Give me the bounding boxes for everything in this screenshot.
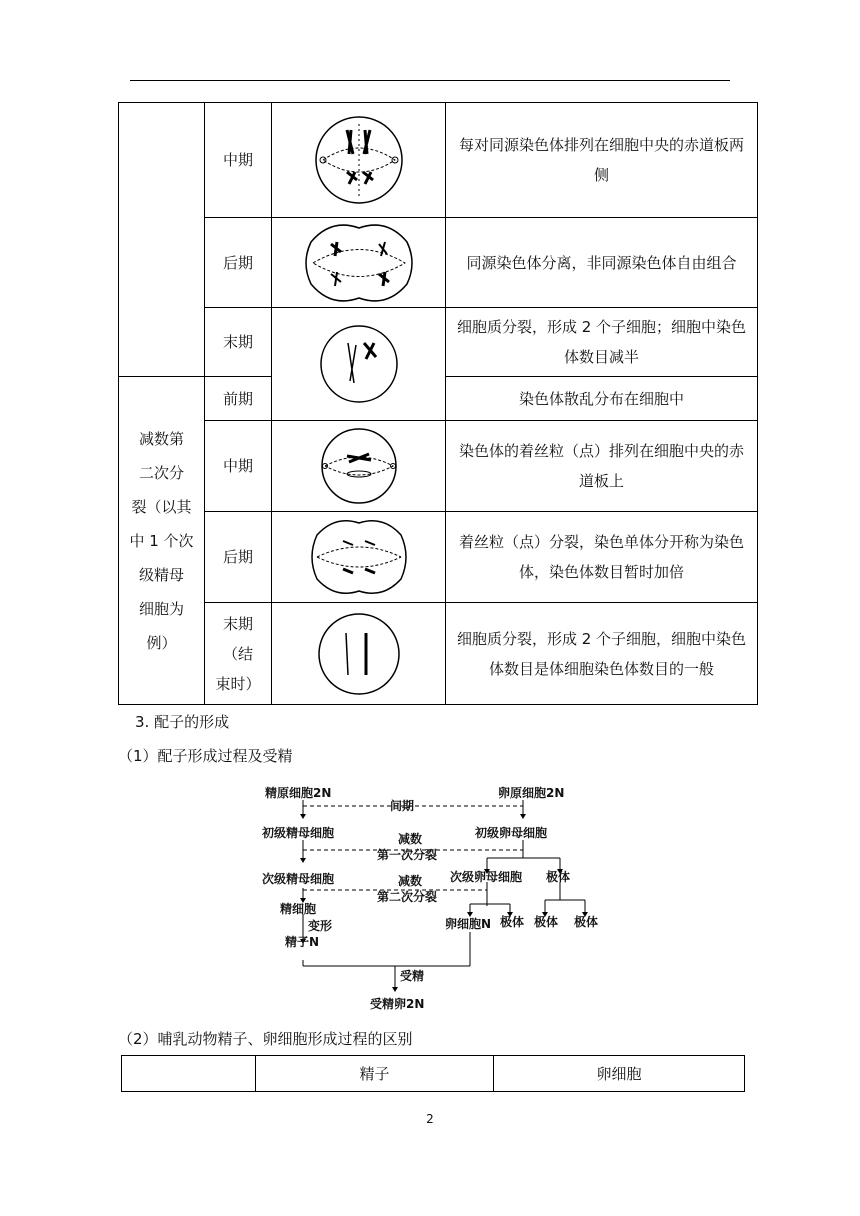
flow-polar-body-4: 极体 xyxy=(574,915,599,929)
table-row xyxy=(119,603,758,705)
phase-label: 中期 xyxy=(205,103,272,218)
table-row xyxy=(119,218,758,308)
table-row xyxy=(122,1056,745,1092)
flow-egg-origin: 卵原细胞2N xyxy=(498,786,565,800)
page-number: 2 xyxy=(426,1112,434,1126)
compare-header-egg: 卵细胞 xyxy=(494,1056,745,1092)
subsection-heading-process: （1）配子形成过程及受精 xyxy=(118,747,293,765)
flow-first-polar-body: 极体 xyxy=(546,870,571,884)
meiosis-phase-table xyxy=(118,102,758,705)
table-row xyxy=(119,308,758,377)
table-row xyxy=(119,512,758,603)
flow-secondary-spermatocyte: 次级精母细胞 xyxy=(262,872,335,886)
phase-label: 前期 xyxy=(205,377,272,421)
phase-label-line: （结 xyxy=(222,644,253,663)
meiosis2-anaphase-figure xyxy=(307,517,411,597)
meiosis2-telophase-figure xyxy=(316,611,402,697)
meiosis2-stage-line: 中 1 个次 xyxy=(129,531,194,550)
flow-polar-body-3: 极体 xyxy=(534,915,559,929)
meiosis2-metaphase-figure xyxy=(319,426,399,506)
meiosis1-telophase-figure xyxy=(318,323,400,405)
phase-label-block xyxy=(205,603,272,705)
meiosis1-anaphase-figure xyxy=(301,222,417,304)
flow-egg: 卵细胞N xyxy=(445,917,492,931)
phase-description: 染色体散乱分布在细胞中 xyxy=(446,377,758,421)
compare-header-sperm: 精子 xyxy=(256,1056,494,1092)
figure-cell xyxy=(272,421,446,512)
compare-header-empty xyxy=(122,1056,256,1092)
flow-spermatid: 精细胞 xyxy=(280,902,317,916)
meiosis2-stage-line: 细胞为 xyxy=(138,599,184,618)
meiosis1-stage-cell xyxy=(119,103,205,377)
figure-cell xyxy=(272,218,446,308)
phase-label: 末期 xyxy=(205,308,272,377)
meiosis2-stage-line: 裂（以其 xyxy=(131,497,192,516)
table-row xyxy=(119,421,758,512)
meiosis1-metaphase-figure xyxy=(309,114,409,206)
flow-polar-body-2: 极体 xyxy=(500,915,525,929)
phase-description: 每对同源染色体排列在细胞中央的赤道板两侧 xyxy=(446,103,758,218)
figure-cell xyxy=(272,103,446,218)
flow-interphase: 间期 xyxy=(390,799,415,813)
comparison-table xyxy=(121,1055,745,1092)
flow-primary-oocyte: 初级卵母细胞 xyxy=(475,826,548,840)
phase-label: 后期 xyxy=(205,512,272,603)
figure-cell xyxy=(272,512,446,603)
flow-sperm-origin: 精原细胞2N xyxy=(265,786,332,800)
flow-sperm: 精子N xyxy=(285,935,320,949)
gamete-formation-flowchart xyxy=(250,778,620,1018)
meiosis2-stage-line: 减数第 xyxy=(138,429,184,448)
flow-primary-spermatocyte: 初级精母细胞 xyxy=(262,826,335,840)
phase-description: 细胞质分裂，形成 2 个子细胞，细胞中染色体数目是体细胞染色体数目的一般 xyxy=(446,603,758,705)
subsection-heading-differences: （2）哺乳动物精子、卵细胞形成过程的区别 xyxy=(118,1030,413,1048)
phase-description: 着丝粒（点）分裂，染色单体分开称为染色体，染色体数目暂时加倍 xyxy=(446,512,758,603)
meiosis2-stage-cell xyxy=(119,377,205,705)
flow-secondary-oocyte: 次级卵母细胞 xyxy=(450,870,523,884)
meiosis2-stage-line: 级精母 xyxy=(138,565,184,584)
flow-meiosis2-line1: 减数 xyxy=(398,874,423,888)
phase-label: 后期 xyxy=(205,218,272,308)
flow-zygote: 受精卵2N xyxy=(370,997,425,1011)
phase-description: 染色体的着丝粒（点）排列在细胞中央的赤道板上 xyxy=(446,421,758,512)
flow-fertilization: 受精 xyxy=(400,969,425,983)
flow-transform: 变形 xyxy=(308,919,333,933)
flow-meiosis2-line2: 第二次分裂 xyxy=(377,890,438,904)
figure-cell xyxy=(272,308,446,421)
flow-meiosis1-line2: 第一次分裂 xyxy=(377,848,438,862)
section-heading-gamete-formation: 3. 配子的形成 xyxy=(135,713,230,731)
meiosis2-stage-line: 例） xyxy=(146,633,177,652)
table-row xyxy=(119,103,758,218)
phase-description: 同源染色体分离，非同源染色体自由组合 xyxy=(446,218,758,308)
header-rule xyxy=(130,80,730,81)
flow-meiosis1-line1: 减数 xyxy=(398,832,423,846)
phase-label-line: 束时） xyxy=(215,674,261,693)
figure-cell xyxy=(272,603,446,705)
phase-description: 细胞质分裂，形成 2 个子细胞；细胞中染色体数目减半 xyxy=(446,308,758,377)
meiosis2-stage-line: 二次分 xyxy=(138,463,184,482)
phase-label-line: 末期 xyxy=(222,614,253,633)
phase-label: 中期 xyxy=(205,421,272,512)
